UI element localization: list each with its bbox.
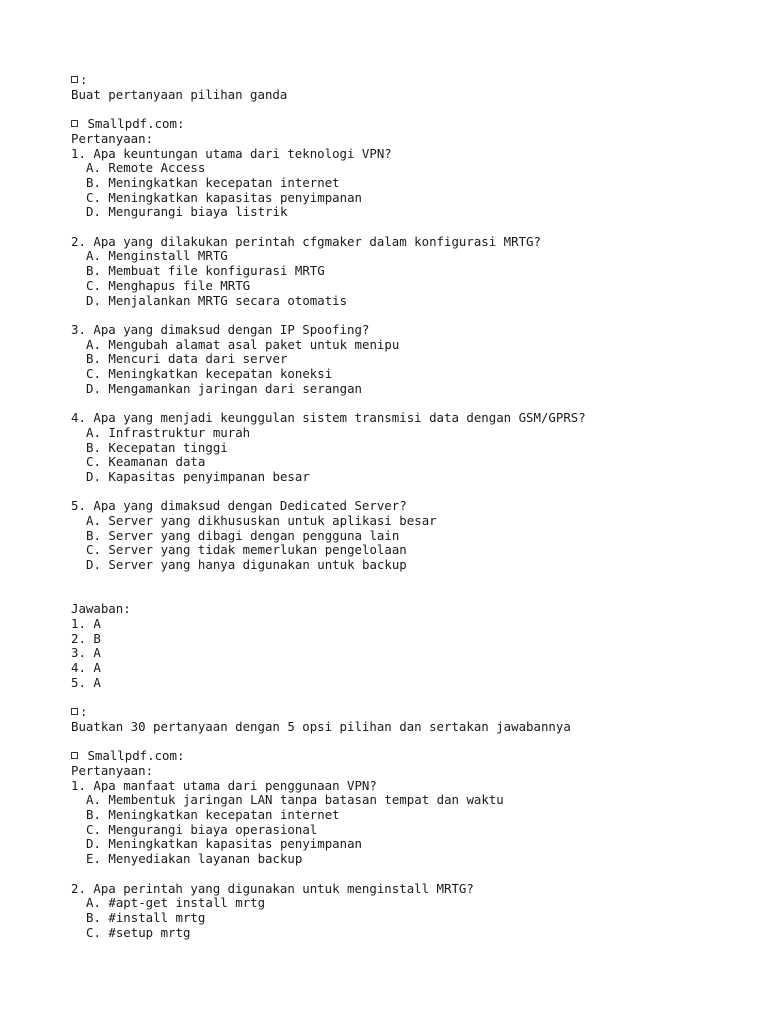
blank-line (71, 220, 748, 235)
question-text: 2. Apa yang dilakukan perintah cfgmaker dalam konfigurasi MRTG? (71, 233, 541, 249)
answer-option: D. Mengurangi biaya listrik (86, 204, 288, 220)
answer-option: B. #install mrtg (86, 909, 206, 925)
question-text: 1. Apa keuntungan utama dari teknologi VPN? (71, 145, 392, 161)
blank-line (71, 588, 748, 603)
answer-option: C. Server yang tidak memerlukan pengelolaan (86, 542, 407, 558)
blank-line (71, 396, 748, 411)
answer-option: B. Server yang dibagi dengan pengguna lain (86, 527, 400, 543)
speaker-line (71, 749, 748, 764)
text-line: Buat pertanyaan pilihan ganda (71, 86, 288, 102)
speaker-line (71, 73, 748, 88)
question-text: 3. Apa yang dimaksud dengan IP Spoofing? (71, 321, 370, 337)
question-text: 2. Apa perintah yang digunakan untuk menginstall MRTG? (71, 880, 474, 896)
text-line: 4. A (71, 660, 101, 676)
answer-option: B. Kecepatan tinggi (86, 439, 228, 455)
text-line: Pertanyaan: (71, 762, 154, 778)
text-line: 3. A (71, 645, 101, 661)
text-line: Jawaban: (71, 601, 131, 617)
answer-option: A. Membentuk jaringan LAN tanpa batasan tempat dan waktu (86, 792, 504, 808)
answer-option: B. Meningkatkan kecepatan internet (86, 174, 340, 190)
answer-option: D. Mengamankan jaringan dari serangan (86, 380, 363, 396)
blank-line (71, 690, 748, 705)
question-text: 5. Apa yang dimaksud dengan Dedicated Server? (71, 498, 407, 514)
speaker-line (71, 705, 748, 720)
answer-option: C. Meningkatkan kapasitas penyimpanan (86, 189, 363, 205)
speaker-label: Smallpdf.com: (80, 748, 185, 764)
answer-option: D. Meningkatkan kapasitas penyimpanan (86, 836, 363, 852)
blank-line (71, 485, 748, 500)
answer-option: C. Mengurangi biaya operasional (86, 821, 318, 837)
speaker-label: : (80, 704, 88, 720)
answer-option: D. Server yang hanya digunakan untuk backup (86, 557, 407, 573)
speaker-label: : (80, 72, 88, 87)
blank-line (71, 102, 748, 117)
blank-line (71, 867, 748, 882)
answer-option: E. Menyediakan layanan backup (86, 851, 303, 867)
text-line: 2. B (71, 630, 101, 646)
answer-option: D. Menjalankan MRTG secara otomatis (86, 292, 348, 308)
text-line: Pertanyaan: (71, 130, 154, 146)
text-line: Buatkan 30 pertanyaan dengan 5 opsi pilihan dan sertakan jawabannya (71, 718, 571, 734)
answer-option: A. #apt-get install mrtg (86, 895, 266, 911)
answer-option: A. Server yang dikhususkan untuk aplikasi besar (86, 513, 437, 529)
text-line: 5. A (71, 674, 101, 690)
answer-option: C. Menghapus file MRTG (86, 277, 251, 293)
answer-option: A. Menginstall MRTG (86, 248, 228, 264)
answer-option: A. Remote Access (86, 160, 206, 176)
speaker-line (71, 117, 748, 132)
answer-option: C. Keamanan data (86, 454, 206, 470)
answer-option: B. Meningkatkan kecepatan internet (86, 807, 340, 823)
answer-option: A. Mengubah alamat asal paket untuk menipu (86, 336, 400, 352)
answer-option: C. #setup mrtg (86, 924, 191, 940)
speaker-marker-icon (71, 76, 78, 83)
speaker-marker-icon (71, 752, 78, 759)
blank-line (71, 735, 748, 750)
answer-option: B. Membuat file konfigurasi MRTG (86, 263, 325, 279)
answer-option: C. Meningkatkan kecepatan koneksi (86, 366, 333, 382)
answer-option: A. Infrastruktur murah (86, 424, 251, 440)
text-line: 1. A (71, 615, 101, 631)
speaker-marker-icon (71, 708, 78, 715)
question-text: 1. Apa manfaat utama dari penggunaan VPN? (71, 777, 377, 793)
blank-line (71, 573, 748, 588)
speaker-label: Smallpdf.com: (80, 116, 185, 132)
blank-line (71, 308, 748, 323)
answer-option: D. Kapasitas penyimpanan besar (86, 468, 310, 484)
answer-option: B. Mencuri data dari server (86, 351, 288, 367)
question-text: 4. Apa yang menjadi keunggulan sistem transmisi data dengan GSM/GPRS? (71, 410, 586, 426)
speaker-marker-icon (71, 120, 78, 127)
